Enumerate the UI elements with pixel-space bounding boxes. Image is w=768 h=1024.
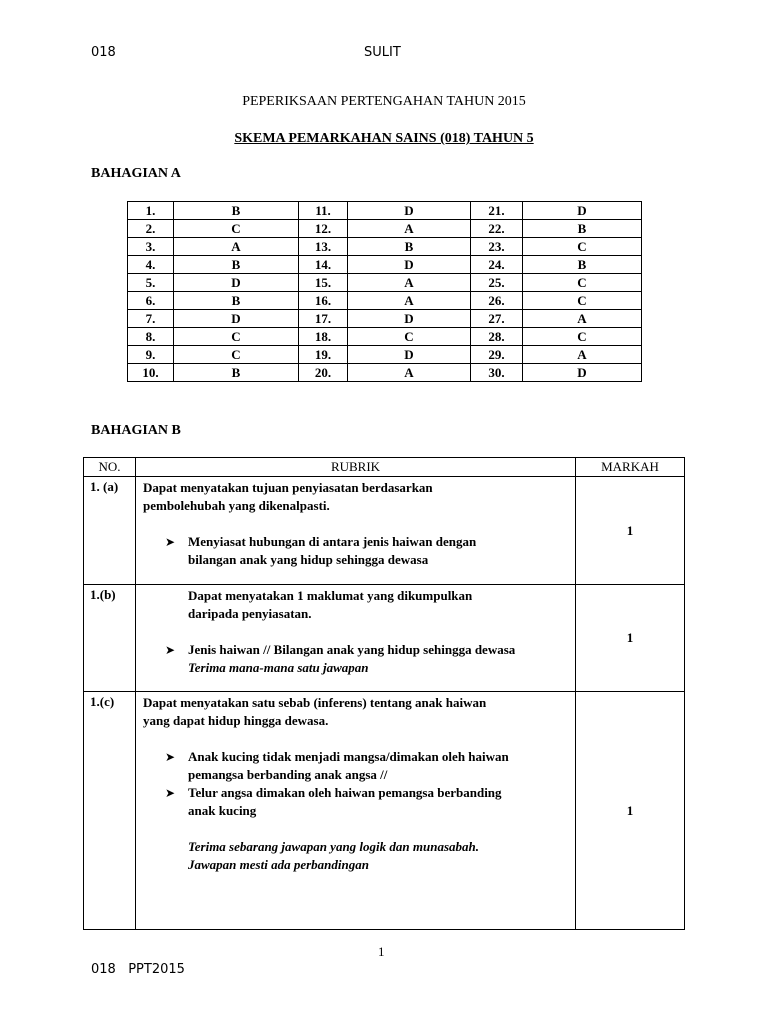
rubric-table (83, 457, 685, 930)
answer-cell: A (348, 274, 471, 292)
rubric-bullet (143, 784, 569, 820)
section-b-heading: BAHAGIAN B (91, 423, 181, 438)
arrowhead-bullet-icon: ➤ (165, 643, 176, 657)
answer-cell: B (174, 364, 299, 382)
answer-cell: C (348, 328, 471, 346)
marks-value: 1 (576, 585, 685, 692)
answer-cell: C (174, 220, 299, 238)
page-number: 1 (378, 944, 385, 959)
answer-row (128, 310, 642, 328)
question-number-cell: 26. (471, 292, 523, 310)
rubric-line: Dapat menyatakan tujuan penyiasatan berdasarkan (143, 480, 433, 495)
answer-row (128, 292, 642, 310)
answer-cell: A (348, 220, 471, 238)
question-number-cell: 9. (128, 346, 174, 364)
rubric-bullet-text: pemangsa berbanding anak angsa // (188, 767, 388, 782)
question-number-cell: 25. (471, 274, 523, 292)
question-number-cell: 6. (128, 292, 174, 310)
question-number-cell: 19. (299, 346, 348, 364)
rubric-cell (136, 692, 576, 930)
question-number-cell: 23. (471, 238, 523, 256)
question-number-cell: 24. (471, 256, 523, 274)
question-number-cell: 29. (471, 346, 523, 364)
marks-value: 1 (576, 477, 685, 585)
footer-code: 018 PPT2015 (91, 962, 185, 977)
answer-row (128, 328, 642, 346)
answer-cell: D (348, 202, 471, 220)
question-number-cell: 1. (128, 202, 174, 220)
rubric-bullet-text: Anak kucing tidak menjadi mangsa/dimakan oleh haiwan (188, 749, 509, 764)
arrowhead-bullet-icon: ➤ (165, 786, 176, 800)
question-number-cell: 12. (299, 220, 348, 238)
answer-row (128, 364, 642, 382)
question-number-cell: 30. (471, 364, 523, 382)
answer-row (128, 274, 642, 292)
question-number-cell: 7. (128, 310, 174, 328)
answer-cell: A (523, 310, 642, 328)
question-number-cell: 16. (299, 292, 348, 310)
answer-cell: D (174, 274, 299, 292)
question-number-cell: 10. (128, 364, 174, 382)
rubric-note: Terima mana-mana satu jawapan (188, 660, 369, 675)
answer-cell: B (174, 292, 299, 310)
answer-cell: B (523, 256, 642, 274)
answer-row (128, 202, 642, 220)
answer-cell: B (174, 256, 299, 274)
question-number-cell: 21. (471, 202, 523, 220)
answer-cell: C (174, 328, 299, 346)
answer-cell: A (523, 346, 642, 364)
answer-cell: C (523, 328, 642, 346)
answer-cell: D (348, 256, 471, 274)
rubric-bullet-text: Telur angsa dimakan oleh haiwan pemangsa berbanding (188, 785, 502, 800)
question-number-cell: 13. (299, 238, 348, 256)
answer-row (128, 220, 642, 238)
answer-cell: A (348, 364, 471, 382)
question-number-cell: 3. (128, 238, 174, 256)
answer-row (128, 346, 642, 364)
rubric-row-1a (84, 477, 685, 585)
answer-cell: B (348, 238, 471, 256)
rubric-line: pembolehubah yang dikenalpasti. (143, 498, 330, 513)
answer-cell: D (174, 310, 299, 328)
rubric-cell (136, 585, 576, 692)
marks-value: 1 (576, 692, 685, 930)
question-number-cell: 5. (128, 274, 174, 292)
answer-cell: A (348, 292, 471, 310)
answer-cell: C (523, 274, 642, 292)
answer-cell: D (523, 202, 642, 220)
rubric-header-row (84, 458, 685, 477)
question-number-cell: 15. (299, 274, 348, 292)
question-number-cell: 14. (299, 256, 348, 274)
question-number-cell: 4. (128, 256, 174, 274)
rubric-bullet-text: anak kucing (188, 803, 257, 818)
rubric-note: Jawapan mesti ada perbandingan (188, 857, 369, 872)
header-code: 018 (91, 45, 116, 60)
rubric-bullet (143, 533, 569, 569)
rubric-bullet-text: Jenis haiwan // Bilangan anak yang hidup sehingga dewasa (188, 642, 516, 657)
rubric-note: Terima sebarang jawapan yang logik dan munasabah. (188, 839, 479, 854)
rubric-bullet-text: bilangan anak yang hidup sehingga dewasa (188, 552, 429, 567)
question-number-cell: 2. (128, 220, 174, 238)
col-header-rubric: RUBRIK (136, 458, 576, 477)
answer-cell: D (523, 364, 642, 382)
question-number: 1.(c) (84, 692, 136, 930)
col-header-marks: MARKAH (576, 458, 685, 477)
rubric-cell (136, 477, 576, 585)
question-number-cell: 27. (471, 310, 523, 328)
rubric-line: Dapat menyatakan 1 maklumat yang dikumpulkan (188, 588, 473, 603)
arrowhead-bullet-icon: ➤ (165, 535, 176, 549)
question-number: 1.(b) (84, 585, 136, 692)
page-subtitle: SKEMA PEMARKAHAN SAINS (018) TAHUN 5 (234, 131, 534, 146)
rubric-line: daripada penyiasatan. (188, 606, 312, 621)
col-header-no: NO. (84, 458, 136, 477)
answer-row (128, 238, 642, 256)
question-number-cell: 17. (299, 310, 348, 328)
answer-cell: B (174, 202, 299, 220)
question-number-cell: 20. (299, 364, 348, 382)
question-number-cell: 18. (299, 328, 348, 346)
answer-cell: B (523, 220, 642, 238)
question-number-cell: 11. (299, 202, 348, 220)
rubric-bullet (143, 748, 569, 784)
answer-cell: C (523, 292, 642, 310)
rubric-line: yang dapat hidup hingga dewasa. (143, 713, 329, 728)
rubric-row-1b (84, 585, 685, 692)
rubric-bullet-text: Menyiasat hubungan di antara jenis haiwan dengan (188, 534, 477, 549)
section-a-heading: BAHAGIAN A (91, 166, 181, 181)
answer-cell: D (348, 310, 471, 328)
answer-cell: C (523, 238, 642, 256)
question-number-cell: 28. (471, 328, 523, 346)
rubric-row-1c (84, 692, 685, 930)
answer-cell: C (174, 346, 299, 364)
answer-key-table (127, 201, 642, 382)
question-number-cell: 8. (128, 328, 174, 346)
header-classification: SULIT (364, 45, 401, 60)
arrowhead-bullet-icon: ➤ (165, 750, 176, 764)
question-number-cell: 22. (471, 220, 523, 238)
rubric-bullet (143, 641, 569, 677)
page-title: PEPERIKSAAN PERTENGAHAN TAHUN 2015 (242, 94, 526, 109)
answer-row (128, 256, 642, 274)
question-number: 1. (a) (84, 477, 136, 585)
answer-cell: A (174, 238, 299, 256)
rubric-line: Dapat menyatakan satu sebab (inferens) tentang anak haiwan (143, 695, 487, 710)
answer-cell: D (348, 346, 471, 364)
